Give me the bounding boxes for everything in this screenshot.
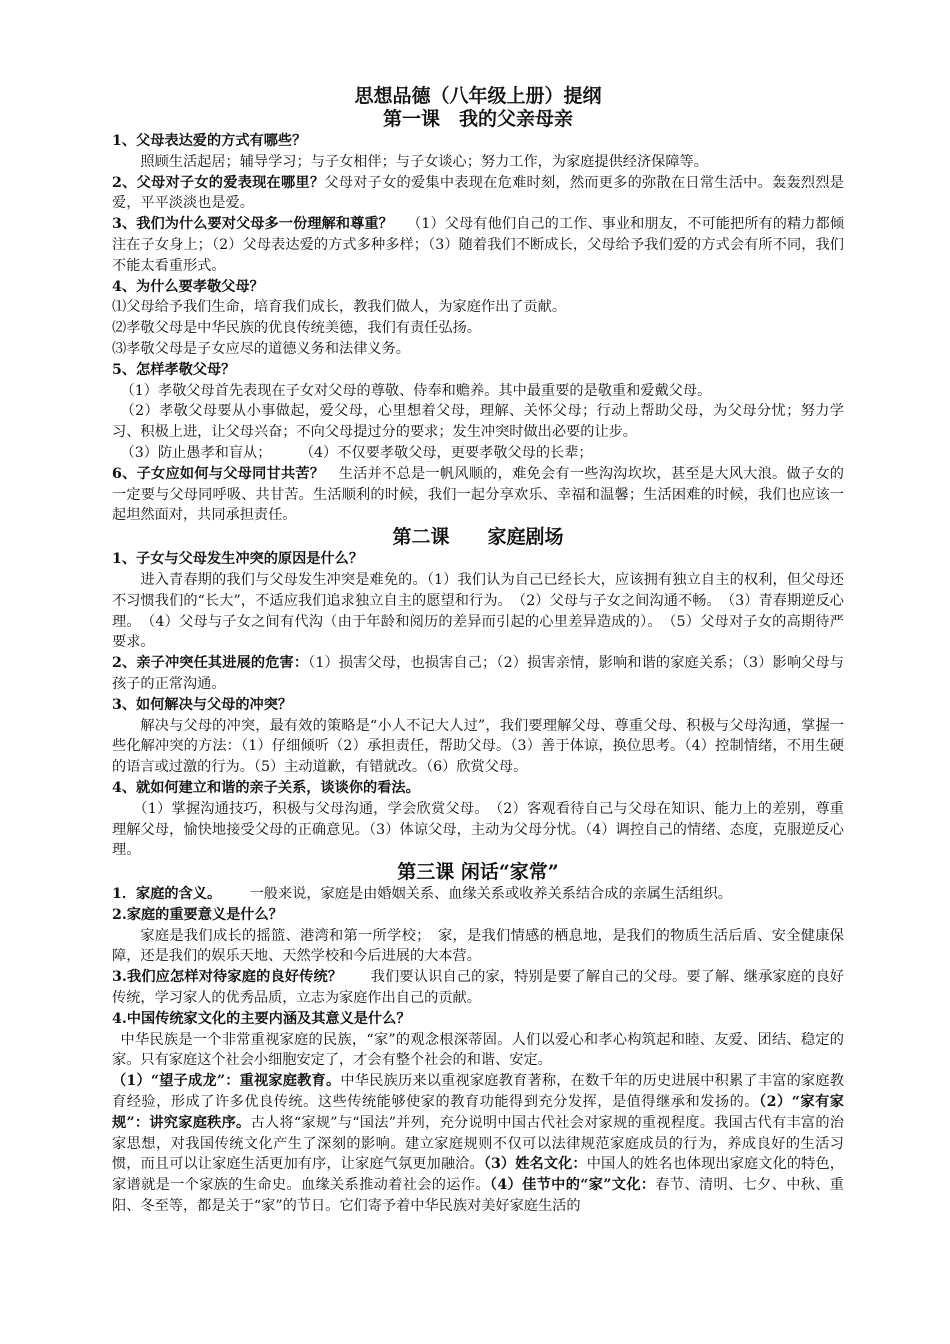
l3-paragraph-3 [112,967,844,1009]
l3-point-2-body: 古人将“家规”与“国法”并列，充分说明中国古代社会对家规的重视程度。我国古代有丰富的治家思想，对我国传统文化产生了深刻的影响。建立家庭规则不仅可以法律规范家庭成员的行为，养成良好的生活习惯，而且可以让家庭生活更加有序，让家庭气氛更加融洽。 [112,1114,844,1173]
l3-question-3: 3.我们应怎样对待家庭的良好传统？ [112,969,343,986]
l2-question-2: 2、亲子冲突任其进展的危害： [112,655,309,672]
l3-question-4: 4.中国传统家文化的主要内涵及其意义是什么？ [112,1010,411,1027]
l1-answer-1: 照顾生活起居；辅导学习；与子女相伴；与子女谈心；努力工作，为家庭提供经济保障等。 [140,153,708,170]
l1-answer-6: 生活并不总是一帆风顺的，难免会有一些沟沟坎坎，甚至是大风大浪。做子女的一定要与父母同呼吸、共甘苦。生活顺利的时候，我们一起分享欢乐、幸福和温馨；生活困难的时候，我们也应该一起坦然面对，共同承担责任。 [112,465,844,524]
l1-paragraph-2 [112,173,844,215]
l3-point-1-body: 中华民族历来以重视家庭教育著称，在数千年的历史进展中积累了丰富的家庭教育经验，形成了许多优良传统。这些传统能够使家的教育功能得到充分发挥，是值得继承和发扬的。 [112,1073,844,1111]
l2-question-1: 1、子女与父母发生冲突的原因是什么？ [112,551,364,568]
l3-paragraph-1 [112,884,844,905]
l1-question-3: 3、我们为什么要对父母多一份理解和尊重？ [112,216,393,233]
l1-question-4: 4、为什么要孝敬父母？ [112,278,264,295]
l3-answer-4-intro: 中华民族是一个非常重视家庭的民族，“家”的观念根深蒂固。人们以爱心和孝心构筑起和睦、友爱、团结、稳定的家。只有家庭这个社会小细胞安定了，才会有整个社会的和谐、安定。 [112,1031,844,1069]
l2-answer-1: 进入青春期的我们与父母发生冲突是难免的。（1）我们认为自己已经长大，应该拥有独立自主的权利，但父母还不习惯我们的“长大”，不适应我们追求独立自主的愿望和行为。 （2）父母与子女之间沟通不畅。 （3）青春期逆反心理。 （4）父母与子女之间有代沟（由于年龄和阅历的差异而引起的心里差异造成的）。 （5）父母对子女的高期待严要求。 [112,571,844,651]
l2-answer-4: （1）掌握沟通技巧，积极与父母沟通，学会欣赏父母。 （2）客观看待自己与父母在知识、能力上的差别，尊重理解父母，愉快地接受父母的正确意见。（3）体谅父母，主动为父母分忧。（4）调控自己的情绪、态度，克服逆反心理。 [112,800,844,859]
l1-answer-4-2: ⑵孝敬父母是中华民族的优良传统美德，我们有责任弘扬。 [112,320,481,337]
l3-question-1: 1．家庭的含义。 [112,886,222,903]
l1-answer-4-1: ⑴父母给予我们生命，培育我们成长，教我们做人，为家庭作出了贡献。 [112,299,567,316]
l3-answer-3: 我们要认识自己的家，特别是要了解自己的父母。要了解、继承家庭的良好传统，学习家人的优秀品质，立志为家庭作出自己的贡献。 [112,969,844,1007]
l2-answer-3: 解决与父母的冲突，最有效的策略是“小人不记大人过”，我们要理解父母、尊重父母、积极与父母沟通，掌握一些化解冲突的方法：（1）仔细倾听（2）承担责任，帮助父母。（3）善于体谅，换位思考。（4）控制情绪，不用生硬的语言或过激的行为。（5）主动道歉，有错就改。（6）欣赏父母。 [112,717,844,776]
l1-answer-5-1: （1）孝敬父母首先表现在子女对父母的尊敬、侍奉和赡养。其中最重要的是敬重和爱戴父母。 [120,382,712,399]
l3-answer-2: 家庭是我们成长的摇篮、港湾和第一所学校； 家，是我们情感的栖息地，是我们的物质生活后盾、安全健康保障，还是我们的娱乐天地、天然学校和今后进展的大本营。 [112,927,844,965]
l3-point-3-body: 中国人的姓名也体现出家庭文化的特色，家谱就是一个家族的生命史。血缘关系推动着社会的运作。 [112,1156,844,1194]
l1-answer-5-2: （2）孝敬父母要从小事做起，爱父母，心里想着父母，理解、关怀父母；行动上帮助父母，为父母分忧；努力学习、积极上进，让父母兴奋；不向父母提过分的要求；发生冲突时做出必要的让步。 [112,403,844,441]
l1-answer-5-3 [112,443,844,464]
l2-paragraph-2 [112,653,844,695]
document-title: 思想品德（八年级上册）提纲 [354,85,602,107]
l1-answer-3: （1）父母有他们自己的工作、事业和朋友，不可能把所有的精力都倾注在子女身上；（2）父母表达爱的方式多种多样；（3）随着我们不断成长，父母给予我们爱的方式会有所不同，我们不能太看重形式。 [112,216,845,274]
l3-point-4-head: （4）佳节中的“家”文化： [489,1177,656,1194]
lesson2-heading: 第二课 家庭剧场 [392,526,564,549]
l1-answer-5-3a: （3）防止愚孝和盲从； [120,444,272,461]
l1-paragraph-6 [112,464,844,526]
l1-question-6: 6、子女应如何与父母同甘共苦？ [112,465,325,482]
l1-question-1: 1、父母表达爱的方式有哪些？ [112,133,307,149]
l3-question-2: 2.家庭的重要意义是什么？ [112,906,283,923]
lesson1-heading: 第一课 我的父亲母亲 [382,108,573,130]
l1-question-5: 5、怎样孝敬父母？ [112,361,236,378]
l3-point-4-body: 春节、清明、七夕、中秋、重阳、冬至等，都是关于“家”的节日。它们寄予着中华民族对美好家庭生活的 [112,1177,844,1215]
l1-question-2: 2、父母对子女的爱表现在哪里？ [112,174,325,191]
l3-point-3-head: （3）姓名文化： [483,1156,587,1173]
l1-answer-4-3: ⑶孝敬父母是子女应尽的道德义务和法律义务。 [112,340,410,357]
l1-paragraph-3 [112,214,844,276]
l1-answer-5-3b: （4）不仅要孝敬父母，更要孝敬父母的长辈； [299,444,593,461]
l2-question-3: 3、如何解决与父母的冲突？ [112,696,293,713]
l3-answer-4-points [112,1071,844,1217]
l3-answer-1: 一般来说，家庭是由婚姻关系、血缘关系或收养关系结合成的亲属生活组织。 [249,886,732,903]
lesson3-heading: 第三课 闲话“家常” [397,861,559,884]
l2-answer-2: （1）损害父母，也损害自己；（2）损害亲情，影响和谐的家庭关系；（3）影响父母与孩子的正常沟通。 [112,655,844,692]
l3-point-1-head: （1）“望子成龙”：重视家庭教育。 [112,1073,341,1090]
l2-question-4: 4、就如何建立和谐的亲子关系，谈谈你的看法。 [112,779,420,796]
l1-answer-2: 父母对子女的爱集中表现在危难时刻，然而更多的弥散在日常生活中。轰轰烈烈是爱，平平淡淡也是爱。 [112,174,844,212]
l3-point-2-head: （2）“家有家规”：讲究家庭秩序。 [112,1094,844,1131]
